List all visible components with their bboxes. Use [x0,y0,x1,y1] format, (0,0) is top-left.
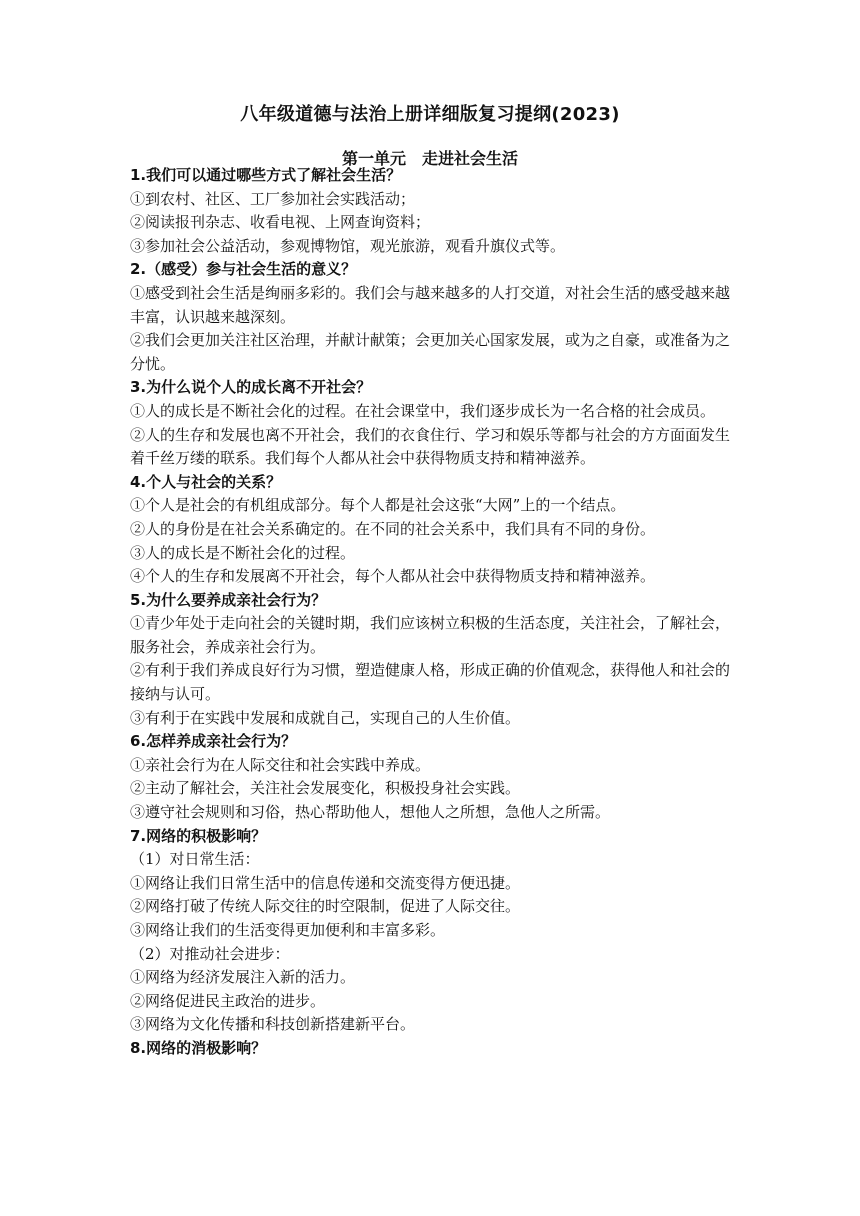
section-line: ②主动了解社会，关注社会发展变化，积极投身社会实践。 [130,779,521,798]
section-line: ③遵守社会规则和习俗，热心帮助他人，想他人之所想，急他人之所需。 [130,803,611,822]
document-title: 八年级道德与法治上册详细版复习提纲(2023) [240,104,620,125]
section-6 [130,730,740,824]
section-line: ①网络让我们日常生活中的信息传递和交流变得方便迅捷。 [130,873,521,892]
section-3 [130,376,740,470]
section-heading: 4.个人与社会的关系？ [130,472,282,491]
section-7 [130,825,740,1037]
document-body [130,164,740,1061]
section-line: ①亲社会行为在人际交往和社会实践中养成。 [130,755,431,774]
section-line: ①感受到社会生活是绚丽多彩的。我们会与越来越多的人打交道，对社会生活的感受越来越丰富，认识越来越深刻。 [130,283,731,326]
section-heading: 6.怎样养成亲社会行为？ [130,732,297,751]
section-heading: 8.网络的消极影响？ [130,1038,267,1057]
section-line: ②人的生存和发展也离不开社会，我们的衣食住行、学习和娱乐等都与社会的方方面面发生着千丝万缕的联系。我们每个人都从社会中获得物质支持和精神滋养。 [130,425,731,468]
section-line: ②网络打破了传统人际交往的时空限制，促进了人际交往。 [130,897,521,916]
section-line: ②我们会更加关注社区治理，并献计献策；会更加关心国家发展，或为之自豪，或准备为之分忧。 [130,331,731,373]
section-1 [130,164,740,258]
section-2 [130,258,740,376]
section-heading: 2.（感受）参与社会生活的意义？ [130,260,357,279]
section-line: ①青少年处于走向社会的关键时期，我们应该树立积极的生活态度，关注社会，了解社会，服务社会，养成亲社会行为。 [130,614,731,656]
section-line: ③有利于在实践中发展和成就自己，实现自己的人生价值。 [130,708,521,727]
section-5 [130,589,740,731]
section-line: ①到农村、社区、工厂参加社会实践活动； [130,189,416,208]
section-line: ④个人的生存和发展离不开社会，每个人都从社会中获得物质支持和精神滋养。 [130,567,656,586]
section-line: （2）对推动社会进步： [130,944,290,963]
section-line: ②人的身份是在社会关系确定的。在不同的社会关系中，我们具有不同的身份。 [130,519,656,538]
section-line: （1）对日常生活： [130,850,260,869]
section-8 [130,1037,740,1061]
section-line: ③网络为文化传播和科技创新搭建新平台。 [130,1015,416,1034]
section-4 [130,471,740,589]
unit-title: 第一单元 走进社会生活 [341,149,518,168]
section-heading: 5.为什么要养成亲社会行为？ [130,590,327,609]
section-line: ①个人是社会的有机组成部分。每个人都是社会这张“大网”上的一个结点。 [130,496,626,515]
section-line: ③人的成长是不断社会化的过程。 [130,543,356,562]
section-line: ①人的成长是不断社会化的过程。在社会课堂中，我们逐步成长为一名合格的社会成员。 [130,401,716,420]
section-line: ②阅读报刊杂志、收看电视、上网查询资料； [130,213,431,232]
section-line: ③参加社会公益活动，参观博物馆，观光旅游，观看升旗仪式等。 [130,236,566,255]
section-line: ③网络让我们的生活变得更加便利和丰富多彩。 [130,921,446,939]
section-heading: 7.网络的积极影响？ [130,826,267,845]
section-heading: 1.我们可以通过哪些方式了解社会生活？ [130,166,402,184]
section-heading: 3.为什么说个人的成长离不开社会？ [130,378,372,397]
section-line: ②有利于我们养成良好行为习惯，塑造健康人格，形成正确的价值观念，获得他人和社会的接纳与认可。 [130,661,731,704]
section-line: ①网络为经济发展注入新的活力。 [130,968,356,987]
section-line: ②网络促进民主政治的进步。 [130,991,326,1010]
